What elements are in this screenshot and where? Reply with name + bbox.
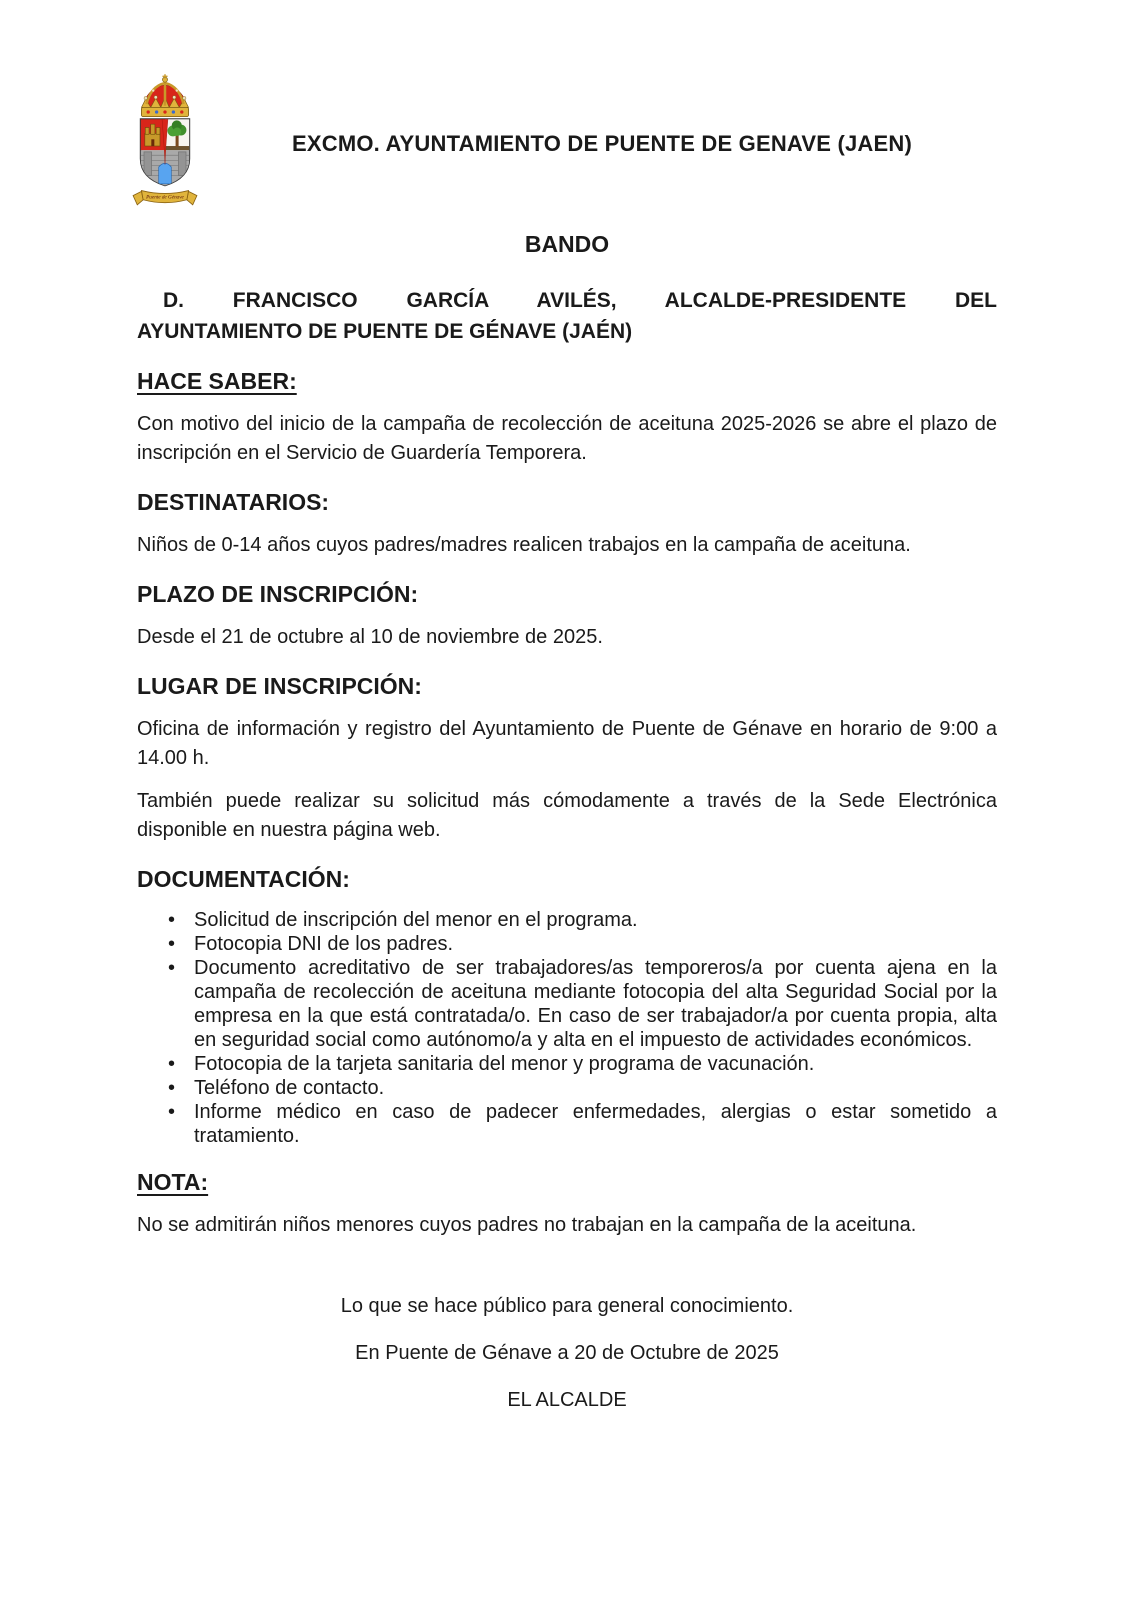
heading-nota: NOTA:	[137, 1169, 209, 1195]
heading-documentacion: DOCUMENTACIÓN:	[137, 866, 350, 892]
list-item: • Documento acreditativo de ser trabajadores/as temporeros/a por cuenta ajena en la campaña de recolección de aceituna mediante fotocopia del alta Seguridad Social por la empresa en la que está contratada/o. En caso de ser trabajador/a por cuenta propia, alta en seguridad social como autónomo/a y alta en el impuesto de actividades económicos.	[137, 956, 997, 1052]
crest-shield-icon	[141, 119, 190, 187]
crest-banner-icon	[133, 191, 197, 205]
heading-lugar: LUGAR DE INSCRIPCIÓN:	[137, 673, 422, 699]
para-nota: No se admitirán niños menores cuyos padres no trabajan en la campaña de la aceituna.	[137, 1214, 917, 1236]
para-lugar-sede-electronica: También puede realizar su solicitud más cómodamente a través de la Sede Electrónica disponible en nuestra página web.	[137, 790, 997, 841]
list-item: • Solicitud de inscripción del menor en el programa.	[137, 908, 997, 932]
closing-block	[137, 1292, 997, 1415]
para-hace-saber: Con motivo del inicio de la campaña de recolección de aceituna 2025-2026 se abre el plazo de inscripción en el Servicio de Guardería Temporera.	[137, 413, 997, 464]
list-item: • Fotocopia de la tarjeta sanitaria del menor y programa de vacunación.	[137, 1052, 997, 1076]
crest-crown-icon	[141, 74, 188, 116]
intro-line-2: AYUNTAMIENTO DE PUENTE DE GÉNAVE (JAÉN)	[137, 320, 633, 343]
intro-paragraph	[137, 285, 997, 347]
para-lugar-oficina: Oficina de información y registro del Ayuntamiento de Puente de Génave en horario de 9:00 a 14.00 h.	[137, 718, 997, 769]
crest-banner-text: Puente de Génave	[146, 194, 184, 201]
list-item: • Informe médico en caso de padecer enfermedades, alergias o estar sometido a tratamiento.	[137, 1100, 997, 1148]
closing-place-date: En Puente de Génave a 20 de Octubre de 2025	[355, 1342, 779, 1364]
municipal-crest-logo	[123, 72, 207, 215]
closing-public-notice: Lo que se hace público para general conocimiento.	[340, 1295, 794, 1317]
list-item: • Teléfono de contacto.	[137, 1076, 997, 1100]
heading-destinatarios: DESTINATARIOS:	[137, 489, 330, 515]
doc-type-title: BANDO	[524, 231, 610, 257]
heading-plazo: PLAZO DE INSCRIPCIÓN:	[137, 581, 419, 607]
header-title: EXCMO. AYUNTAMIENTO DE PUENTE DE GENAVE (JAEN)	[292, 130, 912, 156]
list-item: • Fotocopia DNI de los padres.	[137, 932, 997, 956]
intro-line-1: D. FRANCISCO GARCÍA AVILÉS, ALCALDE-PRESIDENTE DEL	[163, 289, 997, 312]
para-destinatarios: Niños de 0-14 años cuyos padres/madres realicen trabajos en la campaña de aceituna.	[137, 534, 911, 556]
document-header	[123, 72, 997, 215]
para-plazo: Desde el 21 de octubre al 10 de noviembre de 2025.	[137, 626, 603, 648]
closing-signature-title: EL ALCALDE	[507, 1389, 627, 1411]
documentation-list	[137, 908, 997, 1148]
heading-hace-saber: HACE SABER:	[137, 368, 297, 394]
